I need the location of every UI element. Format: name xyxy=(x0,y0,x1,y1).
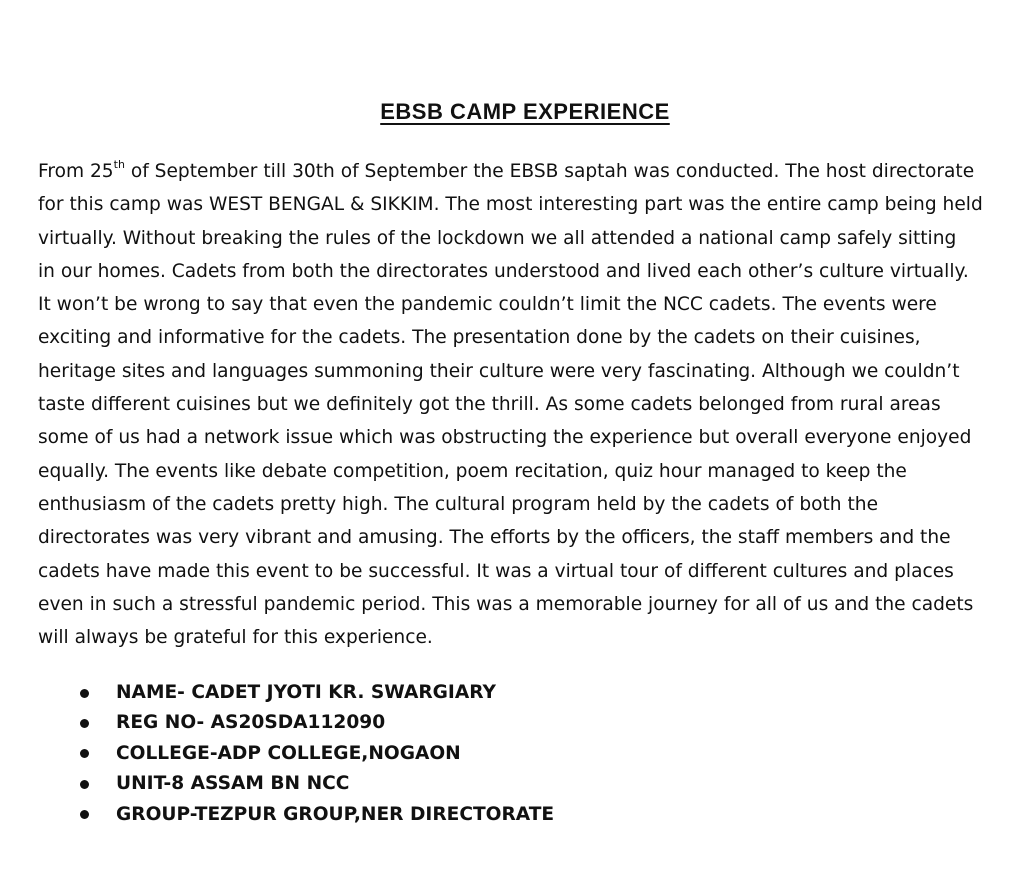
bullet-icon xyxy=(80,810,89,819)
document-title-text: EBSB CAMP EXPERIENCE xyxy=(380,99,670,124)
detail-college xyxy=(80,739,980,769)
paragraph-line: some of us had a network issue which was obstructing the experience but overall everyone enjoyed xyxy=(38,427,972,449)
paragraph-line: virtually. Without breaking the rules of the lockdown we all attended a national camp safely sitting xyxy=(38,227,957,249)
paragraph-line: will always be grateful for this experience. xyxy=(38,627,433,649)
paragraph-line-1 xyxy=(38,155,1013,188)
paragraph-line: directorates was very vibrant and amusing. The efforts by the officers, the staff members and the xyxy=(38,527,951,549)
detail-group xyxy=(80,800,980,830)
paragraph-line: heritage sites and languages summoning their culture were very fascinating. Although we couldn’t xyxy=(38,360,960,382)
detail-text: GROUP-TEZPUR GROUP,NER DIRECTORATE xyxy=(116,803,555,825)
paragraph-first-suffix: of September till 30th of September the EBSB saptah was conducted. The host directorate xyxy=(124,161,975,182)
paragraph-line: even in such a stressful pandemic period. This was a memorable journey for all of us and the cadets xyxy=(38,593,974,615)
ordinal-superscript: th xyxy=(113,157,125,171)
paragraph-line: enthusiasm of the cadets pretty high. The cultural program held by the cadets of both the xyxy=(38,493,879,515)
detail-name xyxy=(80,678,980,708)
detail-text: COLLEGE-ADP COLLEGE,NOGAON xyxy=(116,742,461,764)
bullet-icon xyxy=(80,689,89,698)
paragraph-line: cadets have made this event to be successful. It was a virtual tour of different cultures and places xyxy=(38,560,954,582)
paragraph-line: for this camp was WEST BENGAL & SIKKIM. The most interesting part was the entire camp being held xyxy=(38,194,983,216)
detail-reg-no xyxy=(80,708,980,738)
bullet-icon xyxy=(80,719,89,728)
paragraph-line: in our homes. Cadets from both the directorates understood and lived each other’s culture virtually. xyxy=(38,260,969,282)
experience-paragraph xyxy=(38,155,1013,654)
bullet-icon xyxy=(80,749,89,758)
paragraph-line: taste different cuisines but we definitely got the thrill. As some cadets belonged from rural areas xyxy=(38,394,941,416)
detail-text: UNIT-8 ASSAM BN NCC xyxy=(116,773,350,795)
paragraph-first-prefix: From 25 xyxy=(38,161,114,182)
bullet-icon xyxy=(80,780,89,789)
paragraph-line: exciting and informative for the cadets. The presentation done by the cadets on their cuisines, xyxy=(38,327,921,349)
paragraph-line: It won’t be wrong to say that even the pandemic couldn’t limit the NCC cadets. The events were xyxy=(38,294,937,316)
detail-text: REG NO- AS20SDA112090 xyxy=(116,712,386,734)
cadet-details-list xyxy=(80,678,980,830)
document-title xyxy=(0,98,1024,126)
detail-unit xyxy=(80,769,980,799)
detail-text: NAME- CADET JYOTI KR. SWARGIARY xyxy=(116,682,496,703)
paragraph-line: equally. The events like debate competition, poem recitation, quiz hour managed to keep the xyxy=(38,460,907,482)
